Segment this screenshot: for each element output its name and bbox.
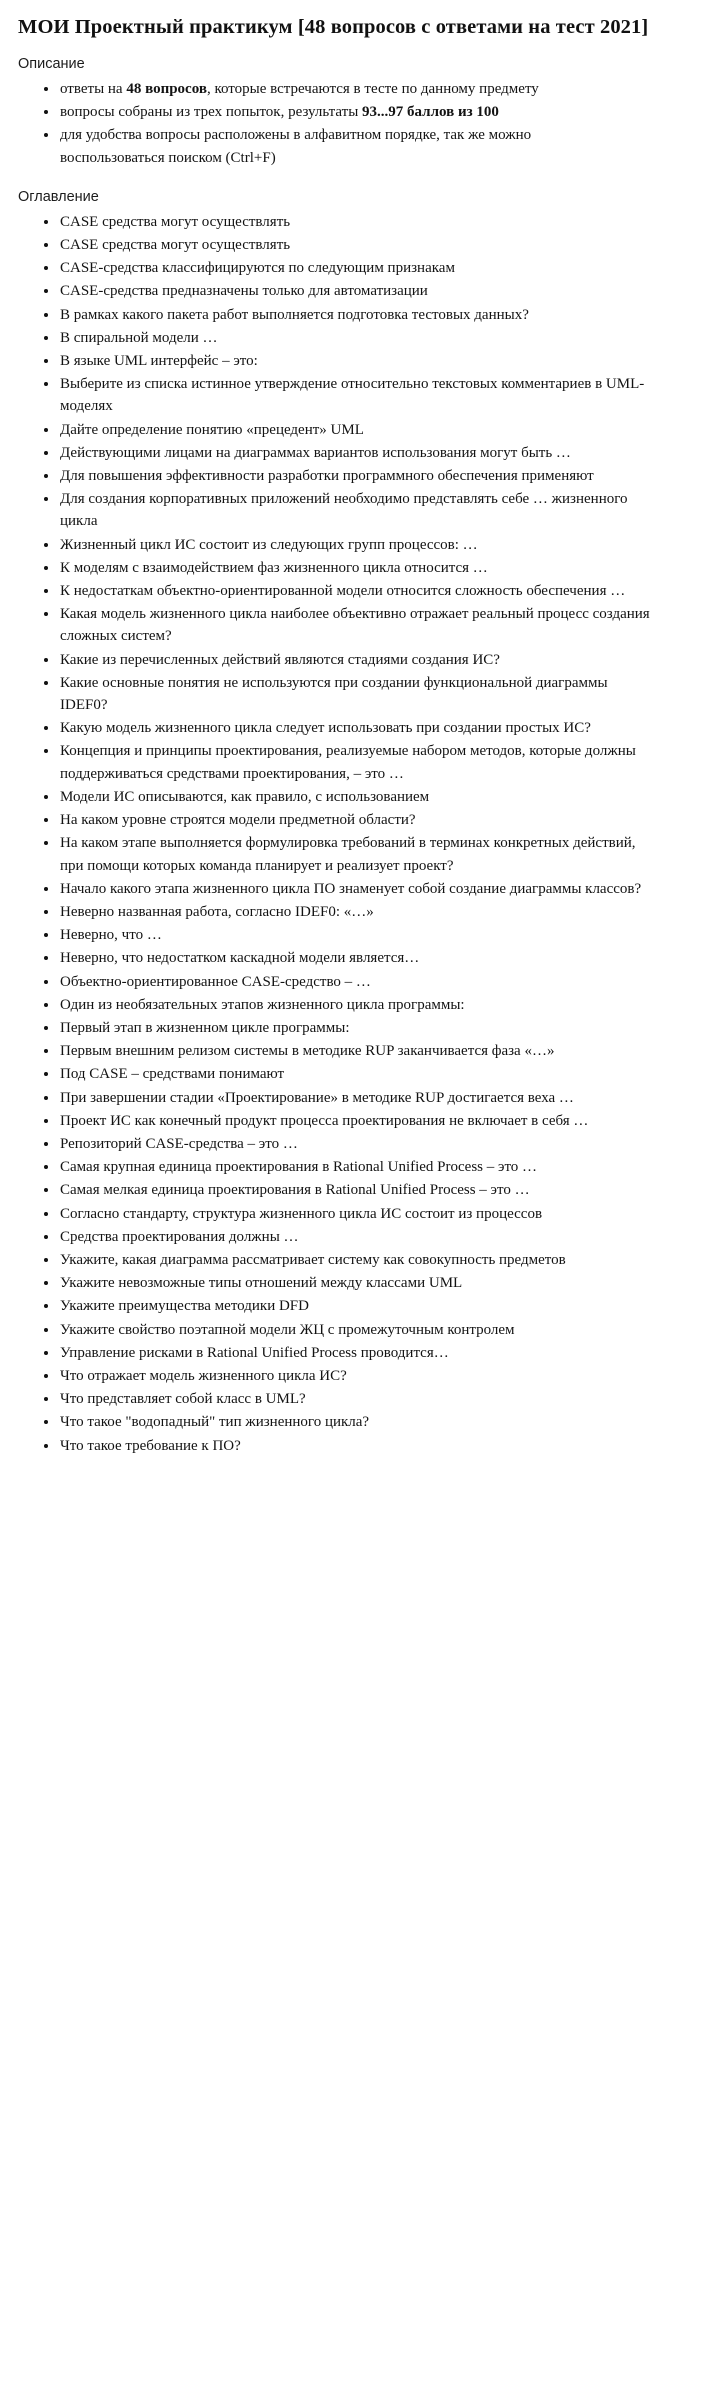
toc-item-label: Первым внешним релизом системы в методике RUP заканчивается фаза «…» bbox=[60, 1043, 555, 1060]
toc-list-item[interactable] bbox=[44, 1087, 683, 1109]
toc-item-label: Начало какого этапа жизненного цикла ПО знаменует собой создание диаграммы классов? bbox=[60, 880, 642, 897]
toc-item-label: CASE-средства классифицируются по следующим признакам bbox=[60, 260, 455, 277]
toc-item-label: Концепция и принципы проектирования, реализуемые набором методов, которые должны поддерживаться средствами проектирования, – это … bbox=[60, 743, 636, 782]
toc-item-label: При завершении стадии «Проектирование» в методике RUP достигается веха … bbox=[60, 1089, 574, 1106]
description-list-item bbox=[44, 78, 683, 100]
toc-list-item[interactable] bbox=[44, 1272, 683, 1294]
toc-list-item[interactable] bbox=[44, 1017, 683, 1039]
description-section bbox=[18, 54, 683, 169]
toc-item-label: В рамках какого пакета работ выполняется подготовка тестовых данных? bbox=[60, 306, 529, 323]
toc-item-label: Дайте определение понятию «прецедент» UML bbox=[60, 421, 364, 438]
toc-item-label: На каком уровне строятся модели предметной области? bbox=[60, 812, 416, 829]
toc-list-item[interactable] bbox=[44, 994, 683, 1016]
toc-item-label: Неверно, что недостатком каскадной модели является… bbox=[60, 950, 420, 967]
toc-list-item[interactable] bbox=[44, 304, 683, 326]
toc-item-label: Укажите свойство поэтапной модели ЖЦ с промежуточным контролем bbox=[60, 1321, 515, 1338]
toc-list-item[interactable] bbox=[44, 534, 683, 556]
toc-list-item[interactable] bbox=[44, 419, 683, 441]
toc-item-label: Неверно, что … bbox=[60, 927, 162, 944]
toc-item-label: Что такое "водопадный" тип жизненного цикла? bbox=[60, 1414, 370, 1431]
toc-list-item[interactable] bbox=[44, 672, 683, 716]
description-heading: Описание bbox=[18, 56, 85, 72]
toc-item-label: Первый этап в жизненном цикле программы: bbox=[60, 1019, 350, 1036]
toc-list-item[interactable] bbox=[44, 1319, 683, 1341]
description-emphasis: 48 вопросов bbox=[126, 81, 207, 97]
toc-item-label: К моделям с взаимодействием фаз жизненного цикла относится … bbox=[60, 559, 488, 576]
toc-list-item[interactable] bbox=[44, 924, 683, 946]
toc-item-label: Выберите из списка истинное утверждение относительно текстовых комментариев в UML-моделях bbox=[60, 376, 645, 415]
toc-list-item[interactable] bbox=[44, 878, 683, 900]
toc-list-item[interactable] bbox=[44, 1365, 683, 1387]
toc-item-label: Укажите, какая диаграмма рассматривает систему как совокупность предметов bbox=[60, 1251, 566, 1268]
toc-list bbox=[18, 211, 683, 1457]
description-text: вопросы собраны из трех попыток, результаты bbox=[60, 104, 363, 121]
toc-item-label: CASE-средства предназначены только для автоматизации bbox=[60, 283, 428, 300]
toc-list-item[interactable] bbox=[44, 740, 683, 784]
description-text: для удобства вопросы расположены в алфавитном порядке, так же можно воспользоваться поиском (Ctrl+F) bbox=[60, 127, 532, 166]
toc-item-label: Репозиторий CASE-средства – это … bbox=[60, 1135, 298, 1152]
toc-item-label: Что представляет собой класс в UML? bbox=[60, 1391, 306, 1408]
toc-item-label: Для повышения эффективности разработки программного обеспечения применяют bbox=[60, 468, 594, 485]
description-list bbox=[18, 78, 683, 169]
toc-item-label: Какие из перечисленных действий являются стадиями создания ИС? bbox=[60, 651, 500, 668]
toc-list-item[interactable] bbox=[44, 257, 683, 279]
description-text: , которые встречаются в тесте по данному предмету bbox=[206, 81, 539, 97]
toc-list-item[interactable] bbox=[44, 786, 683, 808]
toc-list-item[interactable] bbox=[44, 1110, 683, 1132]
toc-item-label: В языке UML интерфейс – это: bbox=[60, 353, 258, 370]
toc-list-item[interactable] bbox=[44, 373, 683, 417]
toc-list-item[interactable] bbox=[44, 580, 683, 602]
toc-list-item[interactable] bbox=[44, 809, 683, 831]
toc-list-item[interactable] bbox=[44, 488, 683, 532]
toc-list-item[interactable] bbox=[44, 971, 683, 993]
toc-list-item[interactable] bbox=[44, 832, 683, 876]
toc-item-label: Что отражает модель жизненного цикла ИС? bbox=[60, 1367, 347, 1384]
toc-item-label: Самая мелкая единица проектирования в Rational Unified Process – это … bbox=[60, 1182, 530, 1199]
toc-item-label: Жизненный цикл ИС состоит из следующих групп процессов: … bbox=[60, 536, 478, 553]
toc-list-item[interactable] bbox=[44, 211, 683, 233]
toc-list-item[interactable] bbox=[44, 1063, 683, 1085]
toc-list-item[interactable] bbox=[44, 465, 683, 487]
toc-list-item[interactable] bbox=[44, 1435, 683, 1457]
toc-list-item[interactable] bbox=[44, 442, 683, 464]
toc-item-label: Укажите невозможные типы отношений между классами UML bbox=[60, 1275, 463, 1292]
toc-list-item[interactable] bbox=[44, 1342, 683, 1364]
toc-list-item[interactable] bbox=[44, 1249, 683, 1271]
toc-item-label: Для создания корпоративных приложений необходимо представлять себе … жизненного цикла bbox=[60, 491, 628, 530]
toc-item-label: Какие основные понятия не используются при создании функциональной диаграммы IDEF0? bbox=[60, 674, 608, 714]
toc-item-label: Самая крупная единица проектирования в Rational Unified Process – это … bbox=[60, 1159, 538, 1176]
toc-item-label: Один из необязательных этапов жизненного цикла программы: bbox=[60, 996, 465, 1013]
description-text: ответы на bbox=[60, 81, 127, 97]
toc-list-item[interactable] bbox=[44, 947, 683, 969]
toc-list-item[interactable] bbox=[44, 234, 683, 256]
toc-list-item[interactable] bbox=[44, 717, 683, 739]
toc-list-item[interactable] bbox=[44, 1411, 683, 1433]
toc-list-item[interactable] bbox=[44, 1295, 683, 1317]
toc-list-item[interactable] bbox=[44, 350, 683, 372]
description-list-item bbox=[44, 124, 683, 168]
toc-item-label: Согласно стандарту, структура жизненного цикла ИС состоит из процессов bbox=[60, 1205, 543, 1222]
toc-item-label: Модели ИС описываются, как правило, с использованием bbox=[60, 788, 430, 805]
page-title: МОИ Проектный практикум [48 вопросов с ответами на тест 2021] bbox=[18, 16, 649, 38]
toc-item-label: Управление рисками в Rational Unified Process проводится… bbox=[60, 1344, 449, 1361]
toc-item-label: Действующими лицами на диаграммах вариантов использования могут быть … bbox=[60, 444, 571, 461]
toc-list-item[interactable] bbox=[44, 280, 683, 302]
toc-list-item[interactable] bbox=[44, 901, 683, 923]
toc-item-label: CASE средства могут осуществлять bbox=[60, 237, 291, 254]
toc-item-label: Какая модель жизненного цикла наиболее объективно отражает реальный процесс создания сложных систем? bbox=[60, 606, 650, 645]
toc-item-label: Укажите преимущества методики DFD bbox=[60, 1298, 309, 1315]
toc-item-label: К недостаткам объектно-ориентированной модели относится сложность обеспечения … bbox=[60, 583, 626, 600]
toc-item-label: В спиральной модели … bbox=[60, 329, 218, 346]
toc-section bbox=[18, 187, 683, 1457]
toc-list-item[interactable] bbox=[44, 1040, 683, 1062]
toc-item-label: На каком этапе выполняется формулировка требований в терминах конкретных действий, при помощи которых команда планирует и реализует проект? bbox=[60, 835, 636, 874]
toc-item-label: Проект ИС как конечный продукт процесса проектирования не включает в себя … bbox=[60, 1112, 589, 1129]
toc-item-label: Какую модель жизненного цикла следует использовать при создании простых ИС? bbox=[60, 720, 591, 737]
toc-list-item[interactable] bbox=[44, 1156, 683, 1178]
toc-item-label: Под CASE – средствами понимают bbox=[60, 1066, 285, 1083]
description-list-item bbox=[44, 101, 683, 123]
toc-list-item[interactable] bbox=[44, 557, 683, 579]
toc-list-item[interactable] bbox=[44, 1133, 683, 1155]
toc-list-item[interactable] bbox=[44, 649, 683, 671]
toc-list-item[interactable] bbox=[44, 1179, 683, 1201]
toc-item-label: Объектно-ориентированное CASE-средство – … bbox=[60, 973, 371, 990]
toc-item-label: CASE средства могут осуществлять bbox=[60, 213, 291, 230]
toc-item-label: Что такое требование к ПО? bbox=[60, 1437, 241, 1454]
toc-item-label: Неверно названная работа, согласно IDEF0: «…» bbox=[60, 903, 374, 920]
description-emphasis: 93...97 баллов из 100 bbox=[362, 104, 499, 121]
toc-list-item[interactable] bbox=[44, 1203, 683, 1225]
toc-heading: Оглавление bbox=[18, 188, 99, 205]
toc-item-label: Средства проектирования должны … bbox=[60, 1228, 299, 1245]
toc-list-item[interactable] bbox=[44, 327, 683, 349]
toc-list-item[interactable] bbox=[44, 603, 683, 647]
toc-list-item[interactable] bbox=[44, 1226, 683, 1248]
toc-list-item[interactable] bbox=[44, 1388, 683, 1410]
